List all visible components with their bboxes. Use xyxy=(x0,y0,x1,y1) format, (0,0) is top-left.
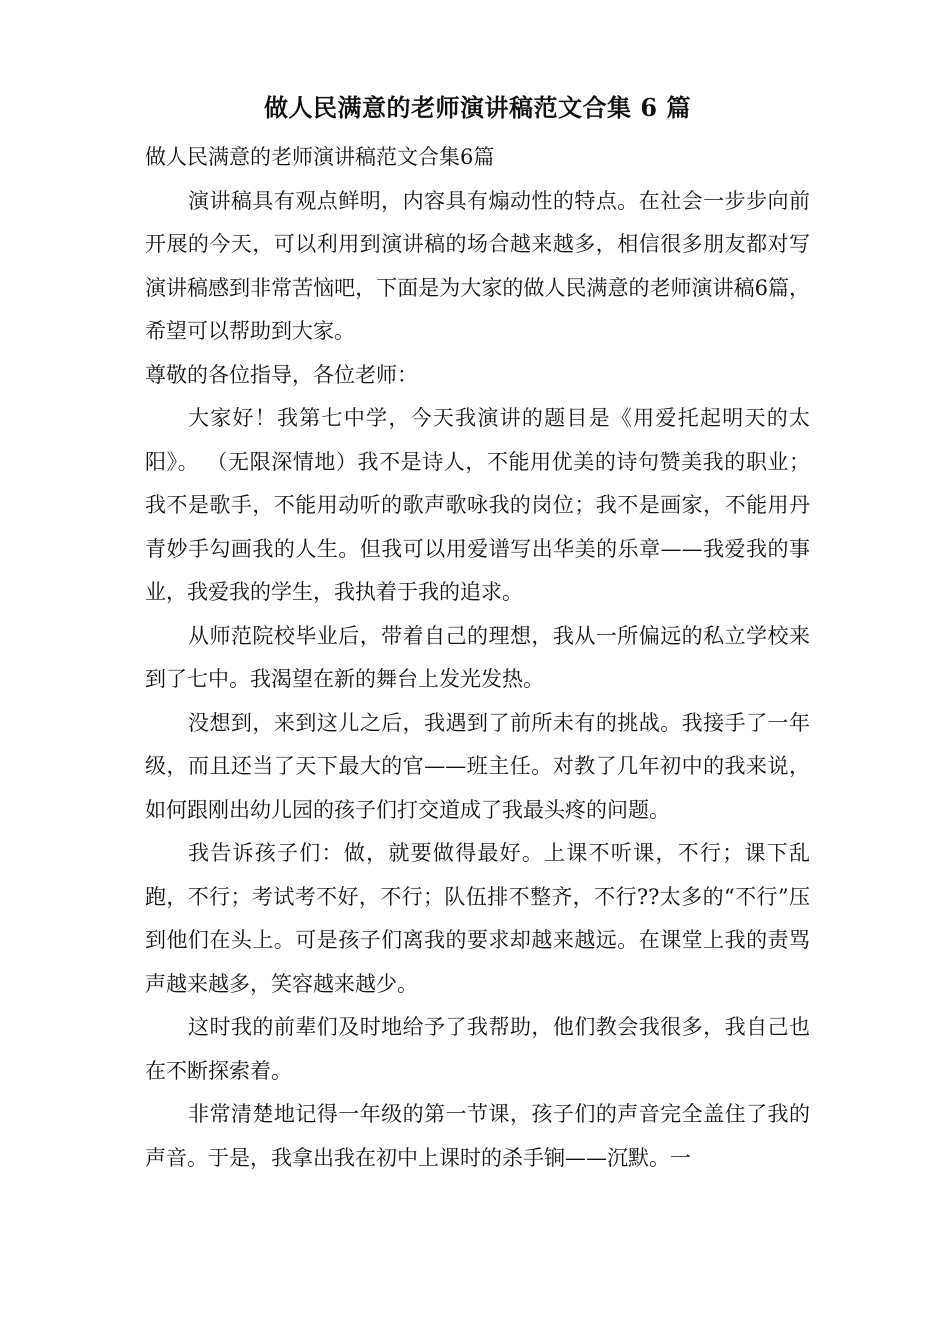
paragraph-first-class: 非常清楚地记得一年级的第一节课，孩子们的声音完全盖住了我的声音。于是，我拿出我在初中上课时的杀手锏——沉默。一 xyxy=(145,1102,810,1170)
paragraph-rules: 我告诉孩子们：做，就要做得最好。上课不听课，不行；课下乱跑，不行；考试考不好，不行；队伍排不整齐，不行??太多的“不行”压到他们在头上。可是孩子们离我的要求却越来越远。在课堂上我的责骂声越来越多，笑容越来越少。 xyxy=(145,841,810,996)
document-page xyxy=(145,88,810,1180)
document-title: 做人民满意的老师演讲稿范文合集 6 篇 xyxy=(264,93,691,122)
paragraph-salutation: 尊敬的各位指导，各位老师： xyxy=(145,362,418,387)
paragraph-help: 这时我的前辈们及时地给予了我帮助，他们教会我很多，我自己也在不断探索着。 xyxy=(145,1015,810,1083)
document-subtitle: 做人民满意的老师演讲稿范文合集6篇 xyxy=(145,145,495,169)
paragraph-intro: 演讲稿具有观点鲜明，内容具有煽动性的特点。在社会一步步向前开展的今天，可以利用到演讲稿的场合越来越多，相信很多朋友都对写演讲稿感到非常苦恼吧，下面是为大家的做人民满意的老师演讲稿6篇，希望可以帮助到大家。 xyxy=(145,188,810,343)
paragraph-greeting: 大家好！我第七中学，今天我演讲的题目是《用爱托起明天的太阳》。 （无限深情地）我不是诗人，不能用优美的诗句赞美我的职业；我不是歌手，不能用动听的歌声歌咏我的岗位；我不是画家，不能用丹青妙手勾画我的人生。但我可以用爱谱写出华美的乐章——我爱我的事业，我爱我的学生，我执着于我的追求。 xyxy=(145,406,810,604)
paragraph-challenge: 没想到，来到这儿之后，我遇到了前所未有的挑战。我接手了一年级，而且还当了天下最大的官——班主任。对教了几年初中的我来说，如何跟刚出幼儿园的孩子们打交道成了我最头疼的问题。 xyxy=(145,710,810,822)
paragraph-graduation: 从师范院校毕业后，带着自己的理想，我从一所偏远的私立学校来到了七中。我渴望在新的舞台上发光发热。 xyxy=(145,623,810,691)
